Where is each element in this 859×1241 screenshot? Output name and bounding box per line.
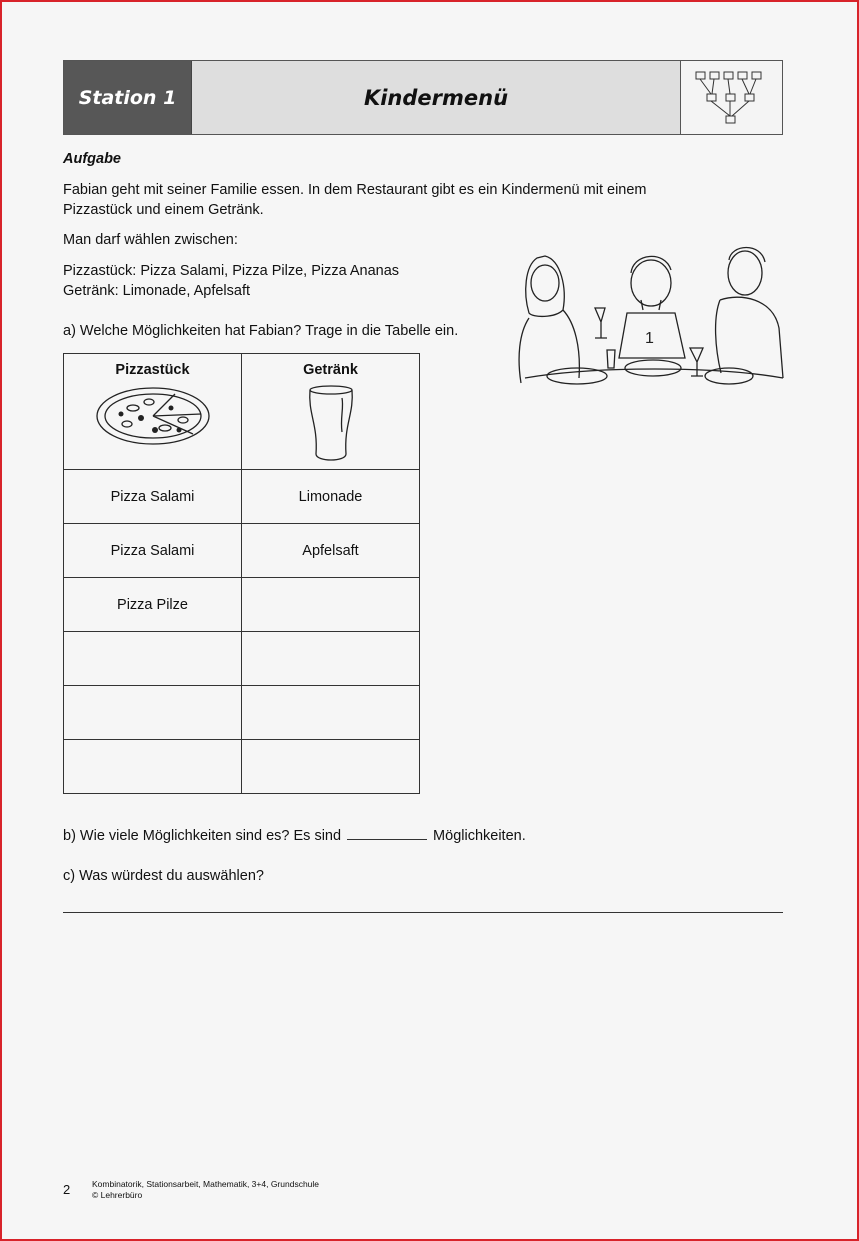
worksheet-title: Kindermenü (192, 61, 681, 134)
answer-blank[interactable] (347, 825, 427, 840)
drink-cell[interactable]: Limonade (242, 470, 420, 524)
footer-line-1: Kombinatorik, Stationsarbeit, Mathematik, 3+4, Grundschule (92, 1179, 320, 1189)
drink-cell[interactable] (242, 578, 420, 632)
pizza-options: Pizzastück: Pizza Salami, Pizza Pilze, Pizza Ananas (63, 263, 400, 279)
table-row (64, 524, 420, 578)
pizza-cell[interactable]: Pizza Salami (64, 524, 242, 578)
question-b (63, 825, 526, 846)
page-number: 2 (63, 1182, 71, 1197)
header-cell-drink (242, 354, 420, 470)
drink-cell[interactable]: Apfelsaft (242, 524, 420, 578)
col2-header: Getränk (303, 362, 358, 378)
question-a: a) Welche Möglichkeiten hat Fabian? Trage in die Tabelle ein. (63, 323, 459, 339)
answer-line[interactable] (63, 912, 783, 913)
drink-cell[interactable] (242, 632, 420, 686)
pizza-icon (64, 384, 241, 452)
table-header-row (64, 354, 420, 470)
task-heading: Aufgabe (63, 151, 121, 167)
col1-header: Pizzastück (115, 362, 190, 378)
footer-line-2: © Lehrerbüro (92, 1190, 143, 1200)
header-cell-pizza (64, 354, 242, 470)
drink-cell[interactable] (242, 686, 420, 740)
drink-cell[interactable] (242, 740, 420, 794)
question-b-suffix: Möglichkeiten. (433, 828, 526, 844)
pizza-cell[interactable] (64, 686, 242, 740)
table-row (64, 470, 420, 524)
table-row (64, 578, 420, 632)
table-row (64, 686, 420, 740)
glass-icon (242, 384, 419, 468)
intro-line-2: Pizzastück und einem Getränk. (63, 202, 264, 218)
choose-text: Man darf wählen zwischen: (63, 232, 238, 248)
intro-line-1: Fabian geht mit seiner Familie essen. In dem Restaurant gibt es ein Kindermenü mit einem (63, 182, 647, 198)
question-c: c) Was würdest du auswählen? (63, 868, 264, 884)
footer (92, 1179, 319, 1201)
station-label: Station 1 (64, 61, 192, 134)
drink-options: Getränk: Limonade, Apfelsaft (63, 283, 250, 299)
tree-diagram-icon (681, 61, 782, 134)
family-dinner-illustration (515, 238, 787, 398)
pizza-cell[interactable]: Pizza Pilze (64, 578, 242, 632)
table-row (64, 740, 420, 794)
question-b-text: b) Wie viele Möglichkeiten sind es? Es sind (63, 828, 342, 844)
table-row (64, 632, 420, 686)
combination-table (63, 353, 420, 794)
pizza-cell[interactable]: Pizza Salami (64, 470, 242, 524)
pizza-cell[interactable] (64, 632, 242, 686)
pizza-cell[interactable] (64, 740, 242, 794)
worksheet-header (63, 60, 783, 135)
svg-text:1: 1 (645, 330, 654, 347)
